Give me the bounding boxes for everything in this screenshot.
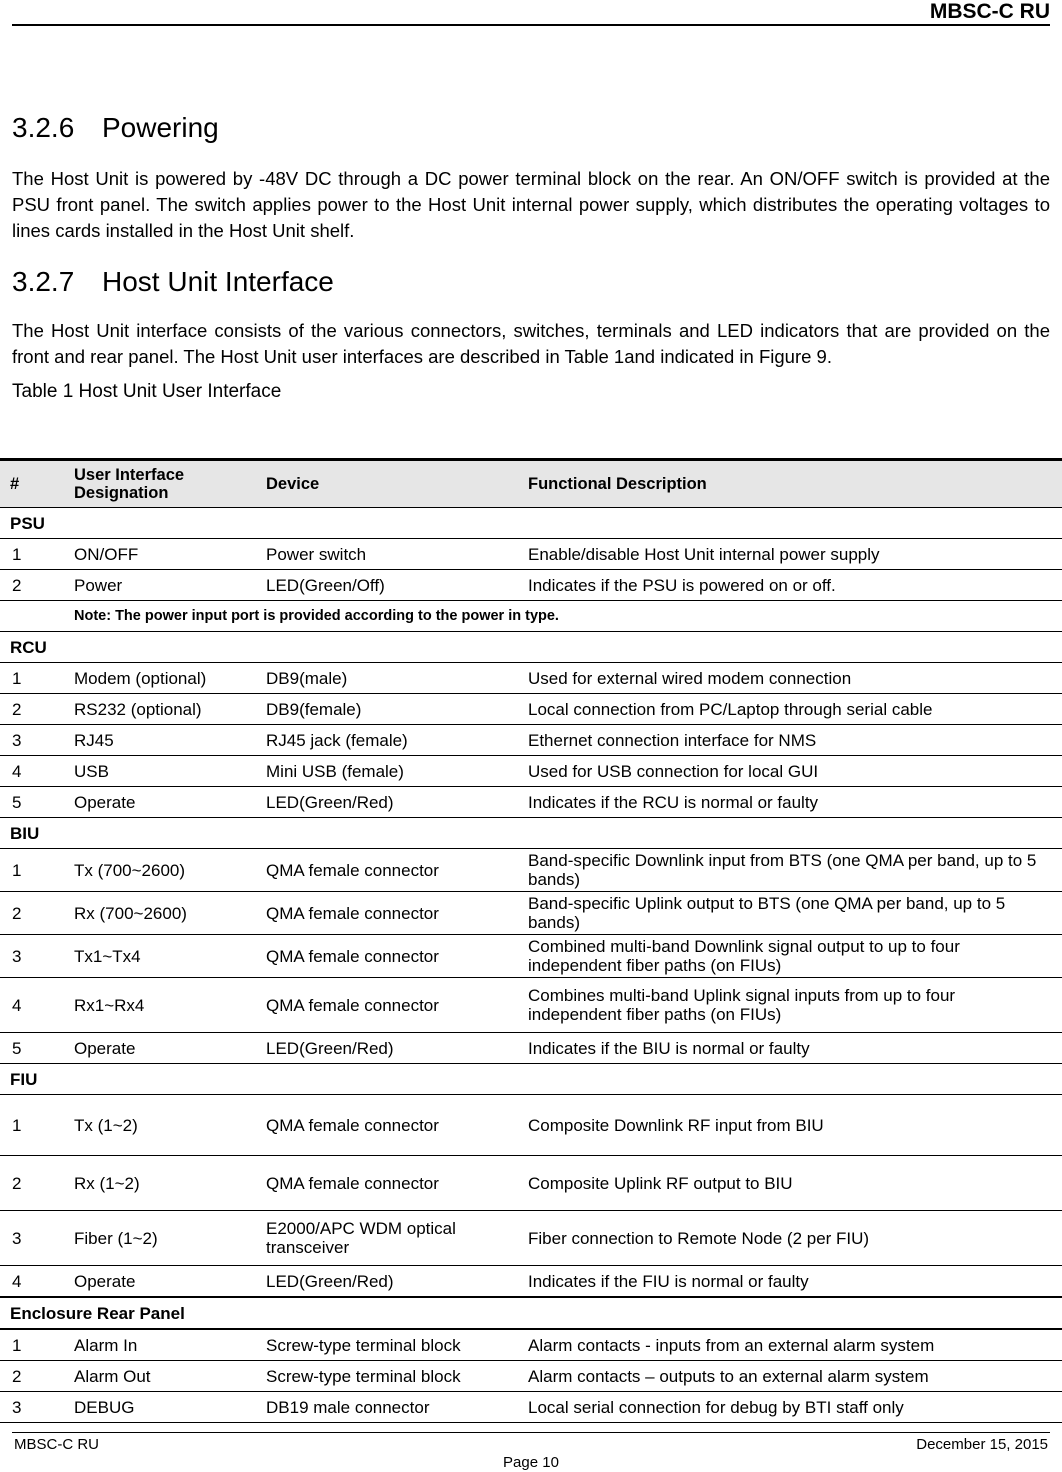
cell-description: Composite Uplink RF output to BIU <box>518 1156 1062 1211</box>
cell-number: 4 <box>0 978 64 1033</box>
cell-device: DB19 male connector <box>256 1392 518 1423</box>
table-row <box>0 1361 1062 1392</box>
cell-device: LED(Green/Red) <box>256 1033 518 1064</box>
header-title: MBSC-C RU <box>929 0 1050 23</box>
cell-device: QMA female connector <box>256 892 518 935</box>
table-row <box>0 849 1062 892</box>
table-row <box>0 1211 1062 1266</box>
cell-designation: Tx (700~2600) <box>64 849 256 892</box>
footer-doc-title: MBSC-C RU <box>14 1436 99 1453</box>
cell-device: Screw-type terminal block <box>256 1361 518 1392</box>
table-row <box>0 756 1062 787</box>
table-group-row <box>0 632 1062 663</box>
cell-number: 1 <box>0 663 64 694</box>
cell-designation: RS232 (optional) <box>64 694 256 725</box>
cell-designation: Tx1~Tx4 <box>64 935 256 978</box>
table-row <box>0 725 1062 756</box>
group-label: Enclosure Rear Panel <box>0 1297 1062 1329</box>
table-caption: Table 1 Host Unit User Interface <box>12 381 282 402</box>
cell-designation: Rx (1~2) <box>64 1156 256 1211</box>
section-heading-powering <box>12 110 1050 146</box>
table-row <box>0 978 1062 1033</box>
cell-number: 4 <box>0 756 64 787</box>
cell-number: 3 <box>0 1392 64 1423</box>
cell-device: QMA female connector <box>256 935 518 978</box>
cell-description: Indicates if the RCU is normal or faulty <box>518 787 1062 818</box>
cell-number: 2 <box>0 694 64 725</box>
cell-designation: DEBUG <box>64 1392 256 1423</box>
table-row <box>0 1266 1062 1298</box>
interface-paragraph: The Host Unit interface consists of the various connectors, switches, terminals and LED indicators that are provided on the front and rear panel. The Host Unit user interfaces are described in Table 1and indicated in Figure 9. <box>12 320 1050 367</box>
cell-description: Indicates if the BIU is normal or faulty <box>518 1033 1062 1064</box>
cell-number: 3 <box>0 1211 64 1266</box>
cell-description: Band-specific Uplink output to BTS (one QMA per band, up to 5 bands) <box>518 892 1062 935</box>
group-label: RCU <box>0 632 1062 663</box>
cell-description: Fiber connection to Remote Node (2 per FIU) <box>518 1211 1062 1266</box>
cell-device: LED(Green/Red) <box>256 1266 518 1298</box>
cell-number: 3 <box>0 725 64 756</box>
table-row <box>0 1095 1062 1156</box>
column-header: User Interface Designation <box>64 460 256 508</box>
group-label: BIU <box>0 818 1062 849</box>
cell-device: QMA female connector <box>256 978 518 1033</box>
cell-designation: Alarm In <box>64 1329 256 1361</box>
cell-number: 4 <box>0 1266 64 1298</box>
cell-designation: Power <box>64 570 256 601</box>
column-header: Device <box>256 460 518 508</box>
cell-description: Combined multi-band Downlink signal output to up to four independent fiber paths (on FIUs) <box>518 935 1062 978</box>
cell-designation: ON/OFF <box>64 539 256 570</box>
table-body <box>0 508 1062 1423</box>
cell-designation: Rx1~Rx4 <box>64 978 256 1033</box>
cell-device: DB9(male) <box>256 663 518 694</box>
cell-number: 5 <box>0 787 64 818</box>
cell-number: 2 <box>0 892 64 935</box>
cell-description: Indicates if the PSU is powered on or off. <box>518 570 1062 601</box>
table-note-row <box>0 601 1062 632</box>
cell-description: Alarm contacts – outputs to an external alarm system <box>518 1361 1062 1392</box>
table-row <box>0 570 1062 601</box>
cell-device: LED(Green/Red) <box>256 787 518 818</box>
table-row <box>0 694 1062 725</box>
table-header-row <box>0 460 1062 508</box>
cell-description: Band-specific Downlink input from BTS (one QMA per band, up to 5 bands) <box>518 849 1062 892</box>
header-rule <box>12 24 1050 26</box>
powering-paragraph: The Host Unit is powered by -48V DC through a DC power terminal block on the rear. An ON/OFF switch is provided at the PSU front panel. The switch applies power to the Host Unit internal power supply, which distributes the operating voltages to lines cards installed in the Host Unit shelf. <box>12 168 1050 241</box>
section-heading-interface <box>12 264 1050 300</box>
cell-designation: Modem (optional) <box>64 663 256 694</box>
user-interface-table <box>0 458 1062 1423</box>
cell-description: Used for USB connection for local GUI <box>518 756 1062 787</box>
footer-page-number: Page 10 <box>503 1454 559 1471</box>
table-row <box>0 1392 1062 1423</box>
cell-description: Alarm contacts - inputs from an external alarm system <box>518 1329 1062 1361</box>
cell-description: Combines multi-band Uplink signal inputs from up to four independent fiber paths (on FIUs) <box>518 978 1062 1033</box>
table-row <box>0 663 1062 694</box>
column-header: # <box>0 460 64 508</box>
footer-date: December 15, 2015 <box>916 1436 1048 1453</box>
cell-device: QMA female connector <box>256 849 518 892</box>
note-text: Note: The power input port is provided according to the power in type. <box>64 601 1062 632</box>
cell-number: 1 <box>0 1095 64 1156</box>
cell-number: 1 <box>0 1329 64 1361</box>
cell-device: E2000/APC WDM optical transceiver <box>256 1211 518 1266</box>
cell-designation: Alarm Out <box>64 1361 256 1392</box>
cell-device: RJ45 jack (female) <box>256 725 518 756</box>
table-group-row <box>0 1064 1062 1095</box>
section-title: Powering <box>102 112 219 143</box>
section-title: Host Unit Interface <box>102 266 334 297</box>
cell-device: QMA female connector <box>256 1156 518 1211</box>
table-row <box>0 787 1062 818</box>
cell-designation: USB <box>64 756 256 787</box>
cell-designation: Fiber (1~2) <box>64 1211 256 1266</box>
table-group-row <box>0 818 1062 849</box>
group-label: PSU <box>0 508 1062 539</box>
table-row <box>0 935 1062 978</box>
cell-description: Local serial connection for debug by BTI staff only <box>518 1392 1062 1423</box>
cell-description: Indicates if the FIU is normal or faulty <box>518 1266 1062 1298</box>
table-row <box>0 1329 1062 1361</box>
cell-description: Ethernet connection interface for NMS <box>518 725 1062 756</box>
cell-designation: Rx (700~2600) <box>64 892 256 935</box>
cell-number: 2 <box>0 570 64 601</box>
cell-number: 2 <box>0 1361 64 1392</box>
cell-designation: Operate <box>64 1033 256 1064</box>
cell-number: 1 <box>0 849 64 892</box>
cell-description: Enable/disable Host Unit internal power supply <box>518 539 1062 570</box>
cell-designation: Tx (1~2) <box>64 1095 256 1156</box>
cell-device: Screw-type terminal block <box>256 1329 518 1361</box>
cell-description: Local connection from PC/Laptop through serial cable <box>518 694 1062 725</box>
cell-device: LED(Green/Off) <box>256 570 518 601</box>
table-group-row <box>0 1297 1062 1329</box>
table-row <box>0 1033 1062 1064</box>
cell-number: 5 <box>0 1033 64 1064</box>
cell-device: Power switch <box>256 539 518 570</box>
content <box>12 110 1050 412</box>
table-row <box>0 892 1062 935</box>
cell-designation: Operate <box>64 787 256 818</box>
cell-number: 1 <box>0 539 64 570</box>
section-number: 3.2.6 <box>12 112 75 143</box>
footer-rule <box>12 1432 1050 1433</box>
column-header: Functional Description <box>518 460 1062 508</box>
table-group-row <box>0 508 1062 539</box>
cell-description: Composite Downlink RF input from BIU <box>518 1095 1062 1156</box>
cell-number: 2 <box>0 1156 64 1211</box>
cell-device: Mini USB (female) <box>256 756 518 787</box>
section-number: 3.2.7 <box>12 266 75 297</box>
cell-device: QMA female connector <box>256 1095 518 1156</box>
cell-designation: Operate <box>64 1266 256 1298</box>
note-empty-cell <box>0 601 64 632</box>
cell-designation: RJ45 <box>64 725 256 756</box>
cell-device: DB9(female) <box>256 694 518 725</box>
cell-description: Used for external wired modem connection <box>518 663 1062 694</box>
group-label: FIU <box>0 1064 1062 1095</box>
table-row <box>0 1156 1062 1211</box>
table-row <box>0 539 1062 570</box>
cell-number: 3 <box>0 935 64 978</box>
